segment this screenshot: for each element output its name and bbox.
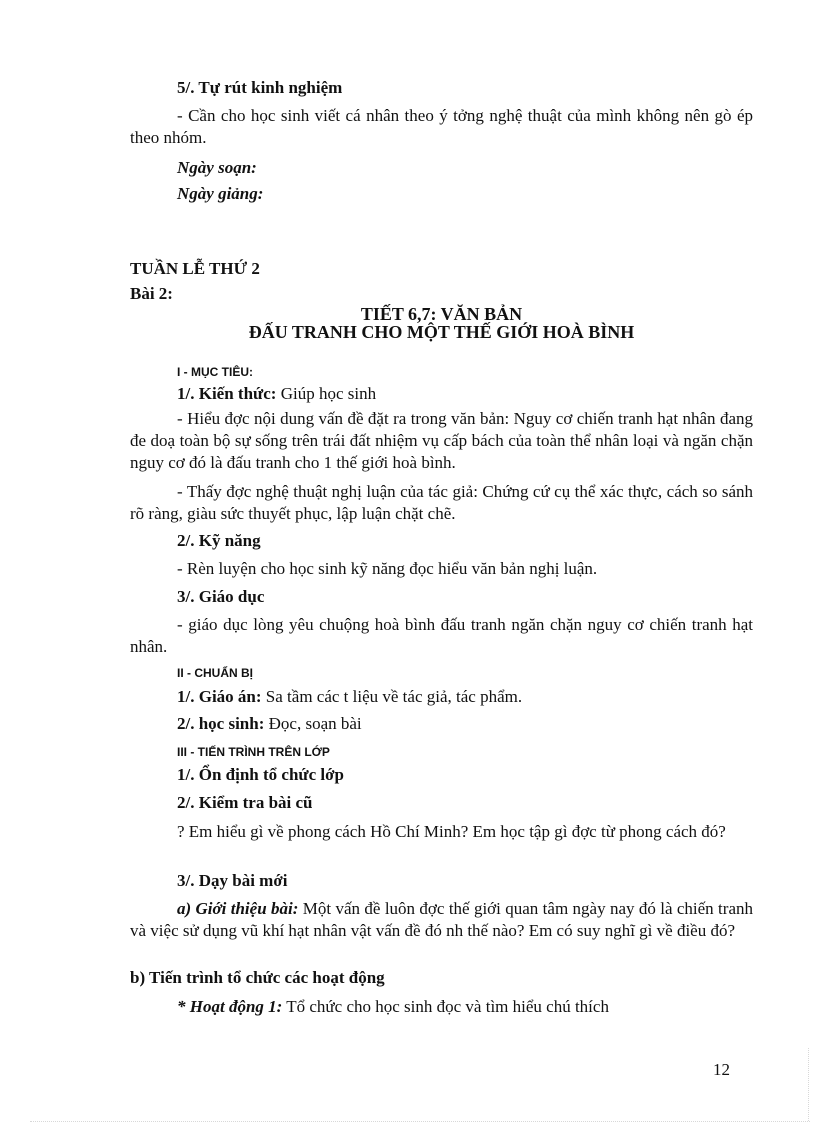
step3-heading: 3/. Dạy bài mới (177, 871, 288, 890)
page-number: 12 (713, 1060, 730, 1079)
knowledge-line (177, 383, 376, 405)
section5-text: - Cần cho học sinh viết cá nhân theo ý tởng nghệ thuật của mình không nên gò ép theo nhóm. (130, 106, 753, 147)
prep-item-2 (177, 713, 362, 735)
right-dotted-border (808, 1048, 809, 1121)
introduction-text: Một vấn đề luôn đợc thế giới quan tâm ngày nay đó là chiến tranh và việc sử dụng vũ khí hạt nhân vật vấn đề đó nh thế nào? Em có suy nghĩ gì về điều đó? (130, 899, 753, 940)
ngay-giang-label: Ngày giảng: (177, 184, 264, 203)
activity-1 (177, 996, 609, 1018)
education-text: - giáo dục lòng yêu chuộng hoà bình đấu tranh ngăn chặn nguy cơ chiến tranh hạt nhân. (130, 615, 753, 656)
introduction-paragraph (130, 898, 753, 942)
week-title: TUẦN LỄ THỨ 2 (130, 259, 260, 278)
education-heading: 3/. Giáo dục (177, 587, 265, 606)
step1-heading: 1/. Ổn định tổ chức lớp (177, 765, 344, 784)
knowledge-paragraph-2: - Thấy đợc nghệ thuật nghị luận của tác giả: Chứng cứ cụ thể xác thực, cách so sánh rõ ràng, giàu sức thuyết phục, lập luận chặt chẽ. (130, 482, 753, 523)
knowledge-label: 1/. Kiến thức: (177, 384, 277, 403)
prep-item-2-label: 2/. học sinh: (177, 714, 265, 733)
knowledge-text: Giúp học sinh (276, 384, 377, 403)
ngay-soan-label: Ngày soạn: (177, 158, 257, 177)
part3-heading: III - TIẾN TRÌNH TRÊN LỚP (177, 745, 330, 759)
introduction-label: a) Giới thiệu bài: (177, 899, 299, 918)
skill-heading: 2/. Kỹ năng (177, 531, 261, 550)
prep-item-1-label: 1/. Giáo án: (177, 687, 262, 706)
lesson-title-line1: TIẾT 6,7: VĂN BẢN (360, 304, 523, 324)
knowledge-paragraph-1: - Hiểu đợc nội dung vấn đề đặt ra trong văn bản: Nguy cơ chiến tranh hạt nhân đang đe doạ toàn bộ sự sống trên trái đất nhiệm vụ cấp bách của toàn thể nhân loại và ngăn chặn nguy cơ đó là đấu tranh cho 1 thế giới hoà bình. (130, 409, 753, 472)
lesson-label: Bài 2: (130, 284, 173, 303)
activities-heading: b) Tiến trình tổ chức các hoạt động (130, 968, 385, 987)
activity-1-label: * Hoạt động 1: (177, 997, 283, 1016)
section5-heading: 5/. Tự rút kinh nghiệm (177, 78, 343, 97)
lesson-title-line2: ĐẤU TRANH CHO MỘT THẾ GIỚI HOÀ BÌNH (248, 322, 635, 342)
review-question: ? Em hiểu gì về phong cách Hồ Chí Minh? Em học tập gì đợc từ phong cách đó? (177, 822, 726, 841)
part1-heading: I - MỤC TIÊU: (177, 365, 253, 379)
activity-1-text: Tổ chức cho học sinh đọc và tìm hiểu chú thích (282, 997, 609, 1016)
bottom-dotted-border (30, 1121, 810, 1122)
prep-item-1 (177, 686, 522, 708)
skill-text: - Rèn luyện cho học sinh kỹ năng đọc hiểu văn bản nghị luận. (177, 559, 598, 578)
part2-heading: II - CHUẨN BỊ (177, 666, 253, 680)
step2-heading: 2/. Kiểm tra bài cũ (177, 793, 313, 812)
prep-item-1-text: Sa tầm các t liệu về tác giả, tác phẩm. (261, 687, 523, 706)
prep-item-2-text: Đọc, soạn bài (264, 714, 362, 733)
